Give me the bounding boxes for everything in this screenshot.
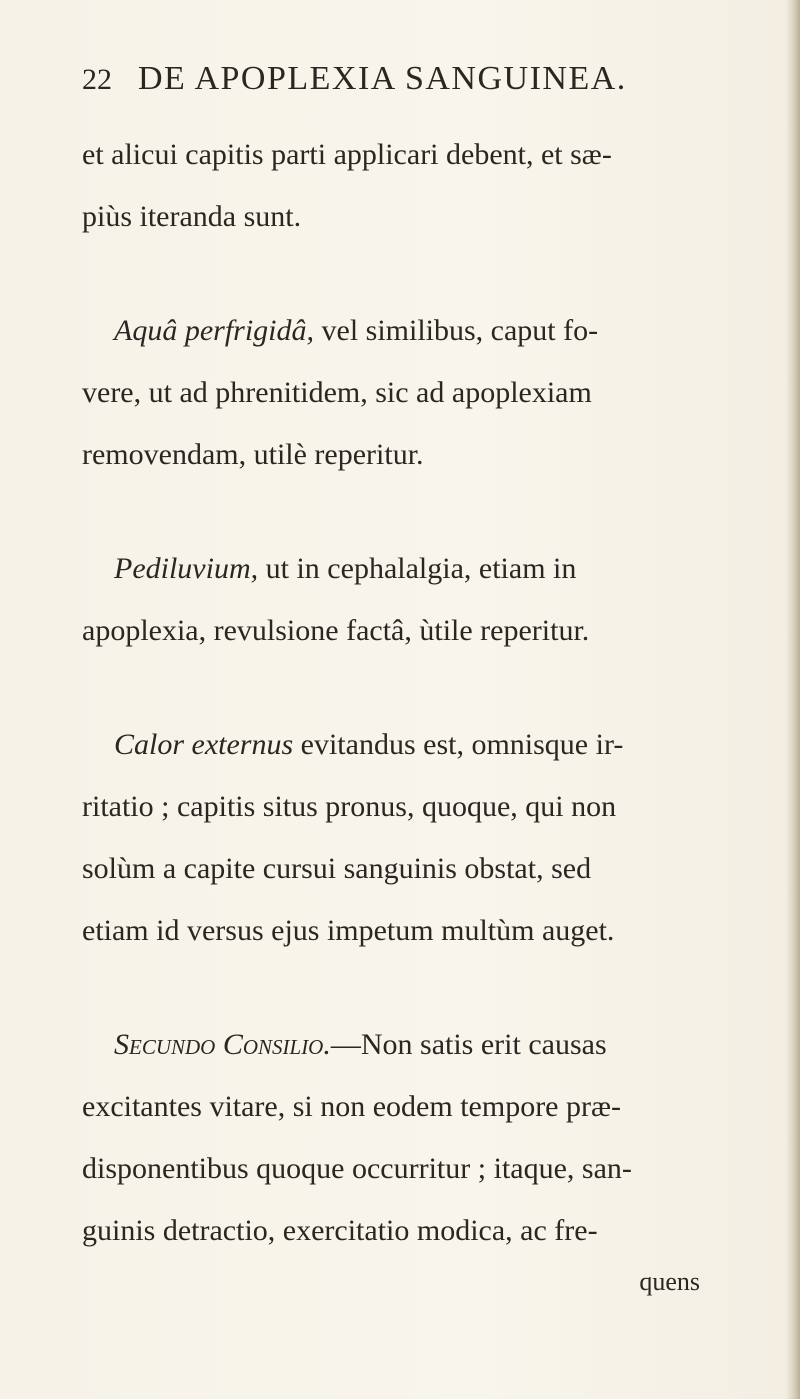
lead-rest: —Non satis erit causas bbox=[330, 1028, 607, 1061]
lead-phrase: Calor externus bbox=[114, 728, 294, 761]
paragraph-lead-line bbox=[82, 300, 702, 362]
lead-phrase: Secundo Consilio. bbox=[114, 1028, 331, 1061]
lead-rest: evitandus est, omnisque ir- bbox=[293, 728, 624, 761]
text-line: et alicui capitis parti applicari debent, et sæ- bbox=[82, 138, 612, 171]
paragraph-lead-line bbox=[82, 1014, 702, 1076]
catchword: quens bbox=[639, 1267, 700, 1296]
paragraph-gap bbox=[82, 962, 702, 1014]
text-line: ritatio ; capitis situs pronus, quoque, qui non bbox=[82, 790, 617, 823]
text-line: disponentibus quoque occurritur ; itaque, san- bbox=[82, 1152, 632, 1185]
lead-rest: ut in cephalalgia, etiam in bbox=[258, 552, 577, 585]
text-line: apoplexia, revulsione factâ, ùtile reperitur. bbox=[82, 614, 590, 647]
text-line: solùm a capite cursui sanguinis obstat, sed bbox=[82, 852, 592, 885]
text-line: etiam id versus ejus impetum multùm auget. bbox=[82, 914, 615, 947]
text-line: vere, ut ad phrenitidem, sic ad apoplexiam bbox=[82, 376, 592, 409]
paragraph-lead-line bbox=[82, 714, 702, 776]
paragraph-gap bbox=[82, 662, 702, 714]
text-line: piùs iteranda sunt. bbox=[82, 200, 302, 233]
paragraph-gap bbox=[82, 486, 702, 538]
lead-phrase: Aquâ perfrigidâ, bbox=[114, 314, 314, 347]
text-line: removendam, utilè reperitur. bbox=[82, 438, 424, 471]
body-text bbox=[82, 124, 702, 1302]
page-number: 22 bbox=[82, 63, 112, 96]
running-title: DE APOPLEXIA SANGUINEA. bbox=[138, 60, 627, 97]
paragraph-lead-line bbox=[82, 538, 702, 600]
text-line: guinis detractio, exercitatio modica, ac fre- bbox=[82, 1214, 598, 1247]
paragraph-gap bbox=[82, 248, 702, 300]
page-edge-shadow bbox=[786, 0, 800, 1399]
lead-rest: vel similibus, caput fo- bbox=[314, 314, 599, 347]
lead-phrase: Pediluvium, bbox=[114, 552, 259, 585]
text-line: excitantes vitare, si non eodem tempore præ- bbox=[82, 1090, 621, 1123]
running-header bbox=[82, 60, 702, 100]
